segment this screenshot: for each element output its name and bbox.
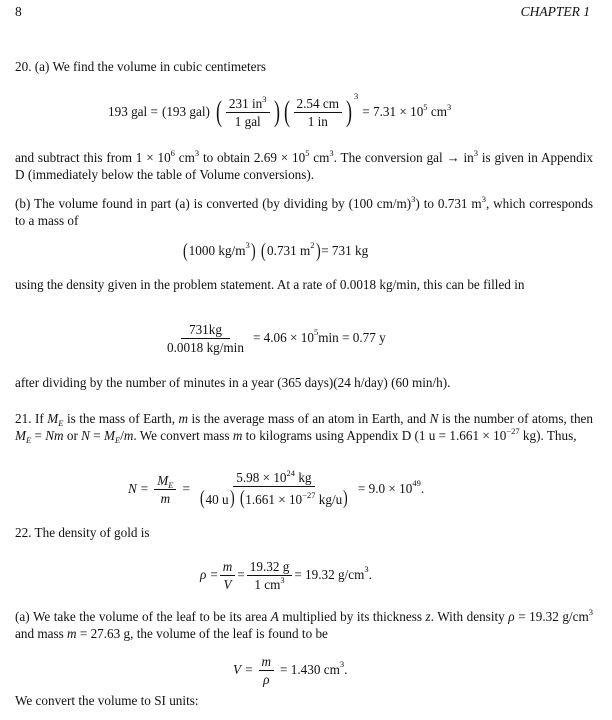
chapter-title: CHAPTER 1 [520, 4, 590, 19]
convert-si-paragraph: We convert the volume to SI units: [15, 693, 199, 708]
fraction-mass-per-rate: $\frac{731kg}{0.0018 kg/\min}$ [167, 321, 244, 355]
equation-volume-conversion: 193 gal = (193 gal) ( $\frac{231 in^3}{\text{1 gal}}$ ) ( $\frac{2.54 cm}{1 in}$ ) 3 = $7.31 \times 10^5$ $cm^3$ [108, 91, 452, 129]
fraction-m-over-v: $\frac{m}{V}$ [220, 559, 236, 592]
eq-rhs: = $7.31 \times 10^5$ $cm^3$ [362, 102, 452, 119]
problem-21-paragraph: 21. If $M_E$ is the mass of Earth, m is the average mass of an atom in Earth, and N is the number of atoms, then $M_E = Nm$ or $N = M_E/m$. We convert mass m to kilograms using Appendix D (1 $u = 1.661 \times 10^{-27}$ kg). Thus, [15, 411, 593, 445]
equation-atom-count: N = $\frac{M_E}{m}$ = $\frac{5.98 \times 10^{24} kg}{(40 u) (1.661 \times 10^{-27} kg/u)}$ = 9.0 × 10 $^{49}$ . [128, 468, 425, 509]
subtract-paragraph: and subtract this from $1 \times 10^6$ $cm^3$ to obtain $2.69 \times 10^5$ $cm^3$. The conversion gal → $in^3$ is given in Appendix D (immediately below the table of Volume conversions). [15, 148, 593, 182]
problem-20-intro: 20. (a) We find the volume in cubic centimeters [15, 59, 267, 74]
part-a-paragraph: (a) We take the volume of the leaf to be its area A multiplied by its thickness z. With density ρ = 19.32 $g/cm^3$ and mass m = 27.63 g, the volume of the leaf is found to be [15, 607, 594, 641]
problem-22-intro: 22. The density of gold is [15, 525, 150, 540]
after-dividing-paragraph: after dividing by the number of minutes in a year (365 days)(24 h/day) (60 min/h). [15, 375, 451, 390]
eq-lhs: 193 gal = [108, 104, 158, 119]
part-b-paragraph: (b) The volume found in part (a) is converted (by dividing by (100 cm/m)$^3$) to 0.731 $m^3$, which corresponds to a mass of [15, 194, 593, 228]
density-paragraph: using the density given in the problem statement. At a rate of 0.0018 kg/min, this can be filled in [15, 277, 525, 292]
fraction-in3-per-gal: $\frac{231 in^3}{\text{1 gal}}$ [226, 96, 270, 129]
equation-leaf-volume: V = $\frac{m}{\rho}$ = 1.430 cm $^3$ . [233, 653, 348, 687]
eq-paren: (193 gal) [161, 104, 210, 119]
equation-gold-density: ρ = $\frac{m}{V}$ = $\frac{19.32 g}{1 cm^3}$ = 19.32 g/cm $^3$ . [200, 558, 372, 592]
equation-mass: ( 1000 kg/m $^3$ ) ( 0.731 m $^2$ ) = 731 kg [183, 240, 369, 262]
fraction-cm-per-in: $\frac{2.54 cm}{1 in}$ [294, 96, 343, 129]
equation-fill-time: $\frac{731kg}{0.0018 kg/\min}$ = 4.06 × 10 $^5$ min = 0.77 y [162, 318, 386, 358]
page-number: 8 [15, 4, 22, 19]
fraction-numeric: $\frac{5.98 \times 10^{24} kg}{(40 u) (1.661 \times 10^{-27} kg/u)}$ [199, 468, 348, 509]
fraction-grams-per-cm3: $\frac{19.32 g}{1 cm^3}$ [247, 559, 293, 592]
fraction-m-over-rho: $\frac{m}{\rho}$ [259, 654, 275, 687]
fraction-earth-mass-per-atom: $\frac{M_E}{m}$ [154, 473, 176, 506]
